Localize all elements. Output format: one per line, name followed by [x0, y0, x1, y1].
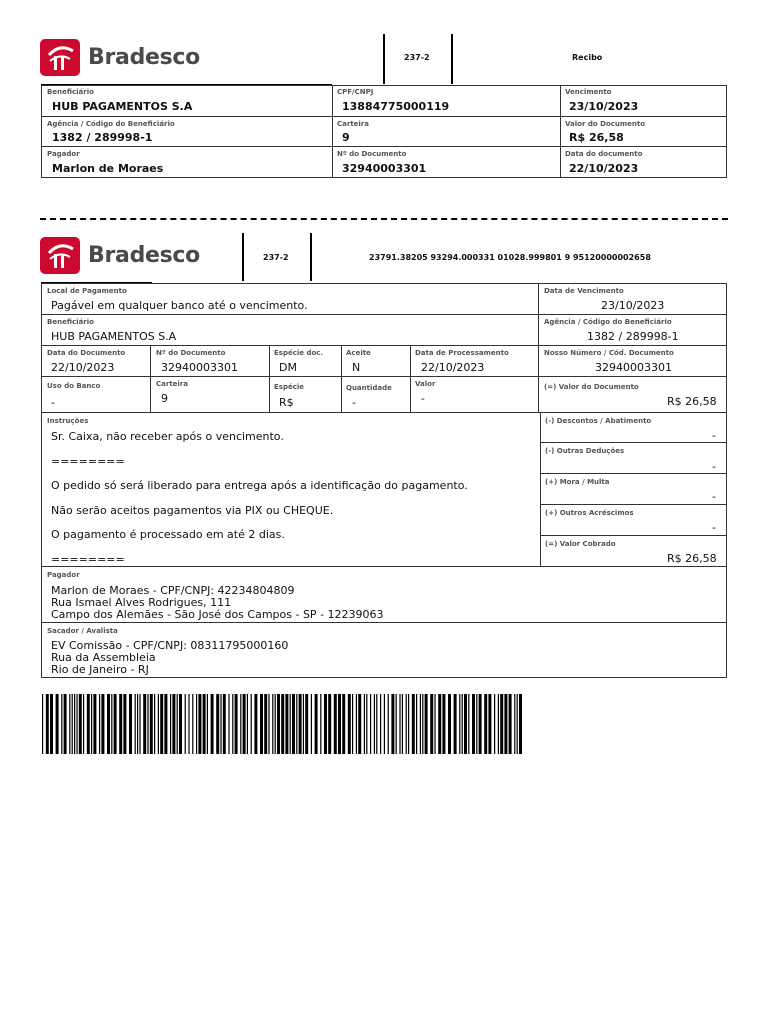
agencia-label: Agência / Código do Beneficiário	[544, 318, 672, 326]
local-pagamento: Pagável em qualquer banco até o vencimento.	[51, 299, 308, 312]
receipt-numdoc: 32940003301	[342, 162, 427, 175]
benef-label: Beneficiário	[47, 318, 94, 326]
brand-name: Bradesco	[88, 243, 200, 268]
descontos-label: (-) Descontos / Abatimento	[545, 417, 652, 425]
receipt-pagador-label: Pagador	[47, 150, 80, 158]
sacador-line: EV Comissão - CPF/CNPJ: 08311795000160	[51, 639, 289, 652]
valor: -	[421, 392, 425, 405]
data-documento: 22/10/2023	[51, 361, 115, 374]
valor-label: Valor	[415, 380, 436, 388]
valor-cobrado: R$ 26,58	[667, 552, 717, 565]
bradesco-tree-icon	[40, 237, 80, 274]
receipt-numdoc-label: Nº do Documento	[337, 150, 407, 158]
receipt-agencia-label: Agência / Código do Beneficiário	[47, 120, 175, 128]
nosso-numero: 32940003301	[595, 361, 672, 374]
receipt-title: Recibo	[572, 53, 603, 62]
mora-label: (+) Mora / Multa	[545, 478, 610, 486]
outras-deducoes: -	[712, 460, 716, 473]
quantidade: -	[352, 396, 356, 409]
dataproc-label: Data de Processamento	[415, 349, 509, 357]
pagador-label: Pagador	[47, 571, 80, 579]
usobanco-label: Uso do Banco	[47, 382, 101, 390]
instrucao-line: ========	[51, 455, 125, 468]
outros-acrescimos: -	[712, 521, 716, 534]
beneficiario: HUB PAGAMENTOS S.A	[51, 330, 177, 343]
mora-multa: -	[712, 490, 716, 503]
instrucao-line: ========	[51, 553, 125, 566]
datadoc-label: Data do Documento	[47, 349, 126, 357]
descontos: -	[712, 429, 716, 442]
bradesco-logo	[40, 39, 200, 76]
valordoc-label: (=) Valor do Documento	[544, 383, 639, 391]
receipt-bank-code: 237-2	[404, 53, 430, 62]
receipt-valor: R$ 26,58	[569, 131, 624, 144]
pagador-line: Rua Ismael Alves Rodrigues, 111	[51, 596, 232, 609]
pagador-line: Marlon de Moraes - CPF/CNPJ: 42234804809	[51, 584, 295, 597]
receipt-beneficiario-label: Beneficiário	[47, 88, 94, 96]
receipt-vencimento-label: Vencimento	[565, 88, 612, 96]
instrucao-line: O pedido só será liberado para entrega após a identificação do pagamento.	[51, 479, 468, 492]
cobrado-label: (=) Valor Cobrado	[545, 540, 616, 548]
sacador-label: Sacador / Avalista	[47, 627, 118, 635]
uso-banco: -	[51, 396, 55, 409]
nosso-label: Nosso Número / Cód. Documento	[544, 349, 674, 357]
bradesco-logo-2	[40, 237, 200, 274]
agencia-codigo: 1382 / 289998-1	[587, 330, 679, 343]
especie-doc: DM	[279, 361, 297, 374]
brand-name: Bradesco	[88, 45, 200, 70]
sacador-line: Rio de Janeiro - RJ	[51, 663, 149, 676]
data-processamento: 22/10/2023	[421, 361, 485, 374]
valor-documento: R$ 26,58	[667, 395, 717, 408]
instrucoes-label: Instruções	[47, 417, 89, 425]
sacador-line: Rua da Assembleia	[51, 651, 156, 664]
especiedoc-label: Espécie doc.	[274, 349, 324, 357]
pagador-line: Campo dos Alemães - São José dos Campos - SP - 12239063	[51, 608, 384, 621]
acrescimos-label: (+) Outros Acréscimos	[545, 509, 634, 517]
receipt-carteira: 9	[342, 131, 350, 144]
receipt-valor-label: Valor do Documento	[565, 120, 646, 128]
data-vencimento: 23/10/2023	[601, 299, 665, 312]
cut-line	[40, 218, 728, 220]
instrucao-line: O pagamento é processado em até 2 dias.	[51, 528, 285, 541]
carteira: 9	[161, 392, 168, 405]
local-label: Local de Pagamento	[47, 287, 127, 295]
boleto-bank-code: 237-2	[263, 253, 289, 262]
receipt-agencia: 1382 / 289998-1	[52, 131, 153, 144]
numero-documento: 32940003301	[161, 361, 238, 374]
linha-digitavel: 23791.38205 93294.000331 01028.999801 9 95120000002658	[369, 253, 651, 262]
quantidade-label: Quantidade	[346, 384, 392, 392]
receipt-pagador: Marlon de Moraes	[52, 162, 164, 175]
numdoc-label: Nº do Documento	[156, 349, 226, 357]
instrucao-line: Sr. Caixa, não receber após o vencimento.	[51, 430, 284, 443]
deducoes-label: (-) Outras Deduções	[545, 447, 625, 455]
venc-label: Data de Vencimento	[544, 287, 624, 295]
especie-label: Espécie	[274, 383, 305, 391]
receipt-carteira-label: Carteira	[337, 120, 369, 128]
especie: R$	[279, 396, 294, 409]
barcode-icon	[42, 694, 522, 754]
aceite: N	[352, 361, 361, 374]
instrucao-line: Não serão aceitos pagamentos via PIX ou CHEQUE.	[51, 504, 334, 517]
carteira-label: Carteira	[156, 380, 188, 388]
receipt-vencimento: 23/10/2023	[569, 100, 639, 113]
receipt-beneficiario: HUB PAGAMENTOS S.A	[52, 100, 193, 113]
receipt-datadoc-label: Data do documento	[565, 150, 643, 158]
receipt-datadoc: 22/10/2023	[569, 162, 639, 175]
receipt-cpf-label: CPF/CNPJ	[337, 88, 374, 96]
bradesco-tree-icon	[40, 39, 80, 76]
aceite-label: Aceite	[346, 349, 371, 357]
receipt-cpf: 13884775000119	[342, 100, 450, 113]
